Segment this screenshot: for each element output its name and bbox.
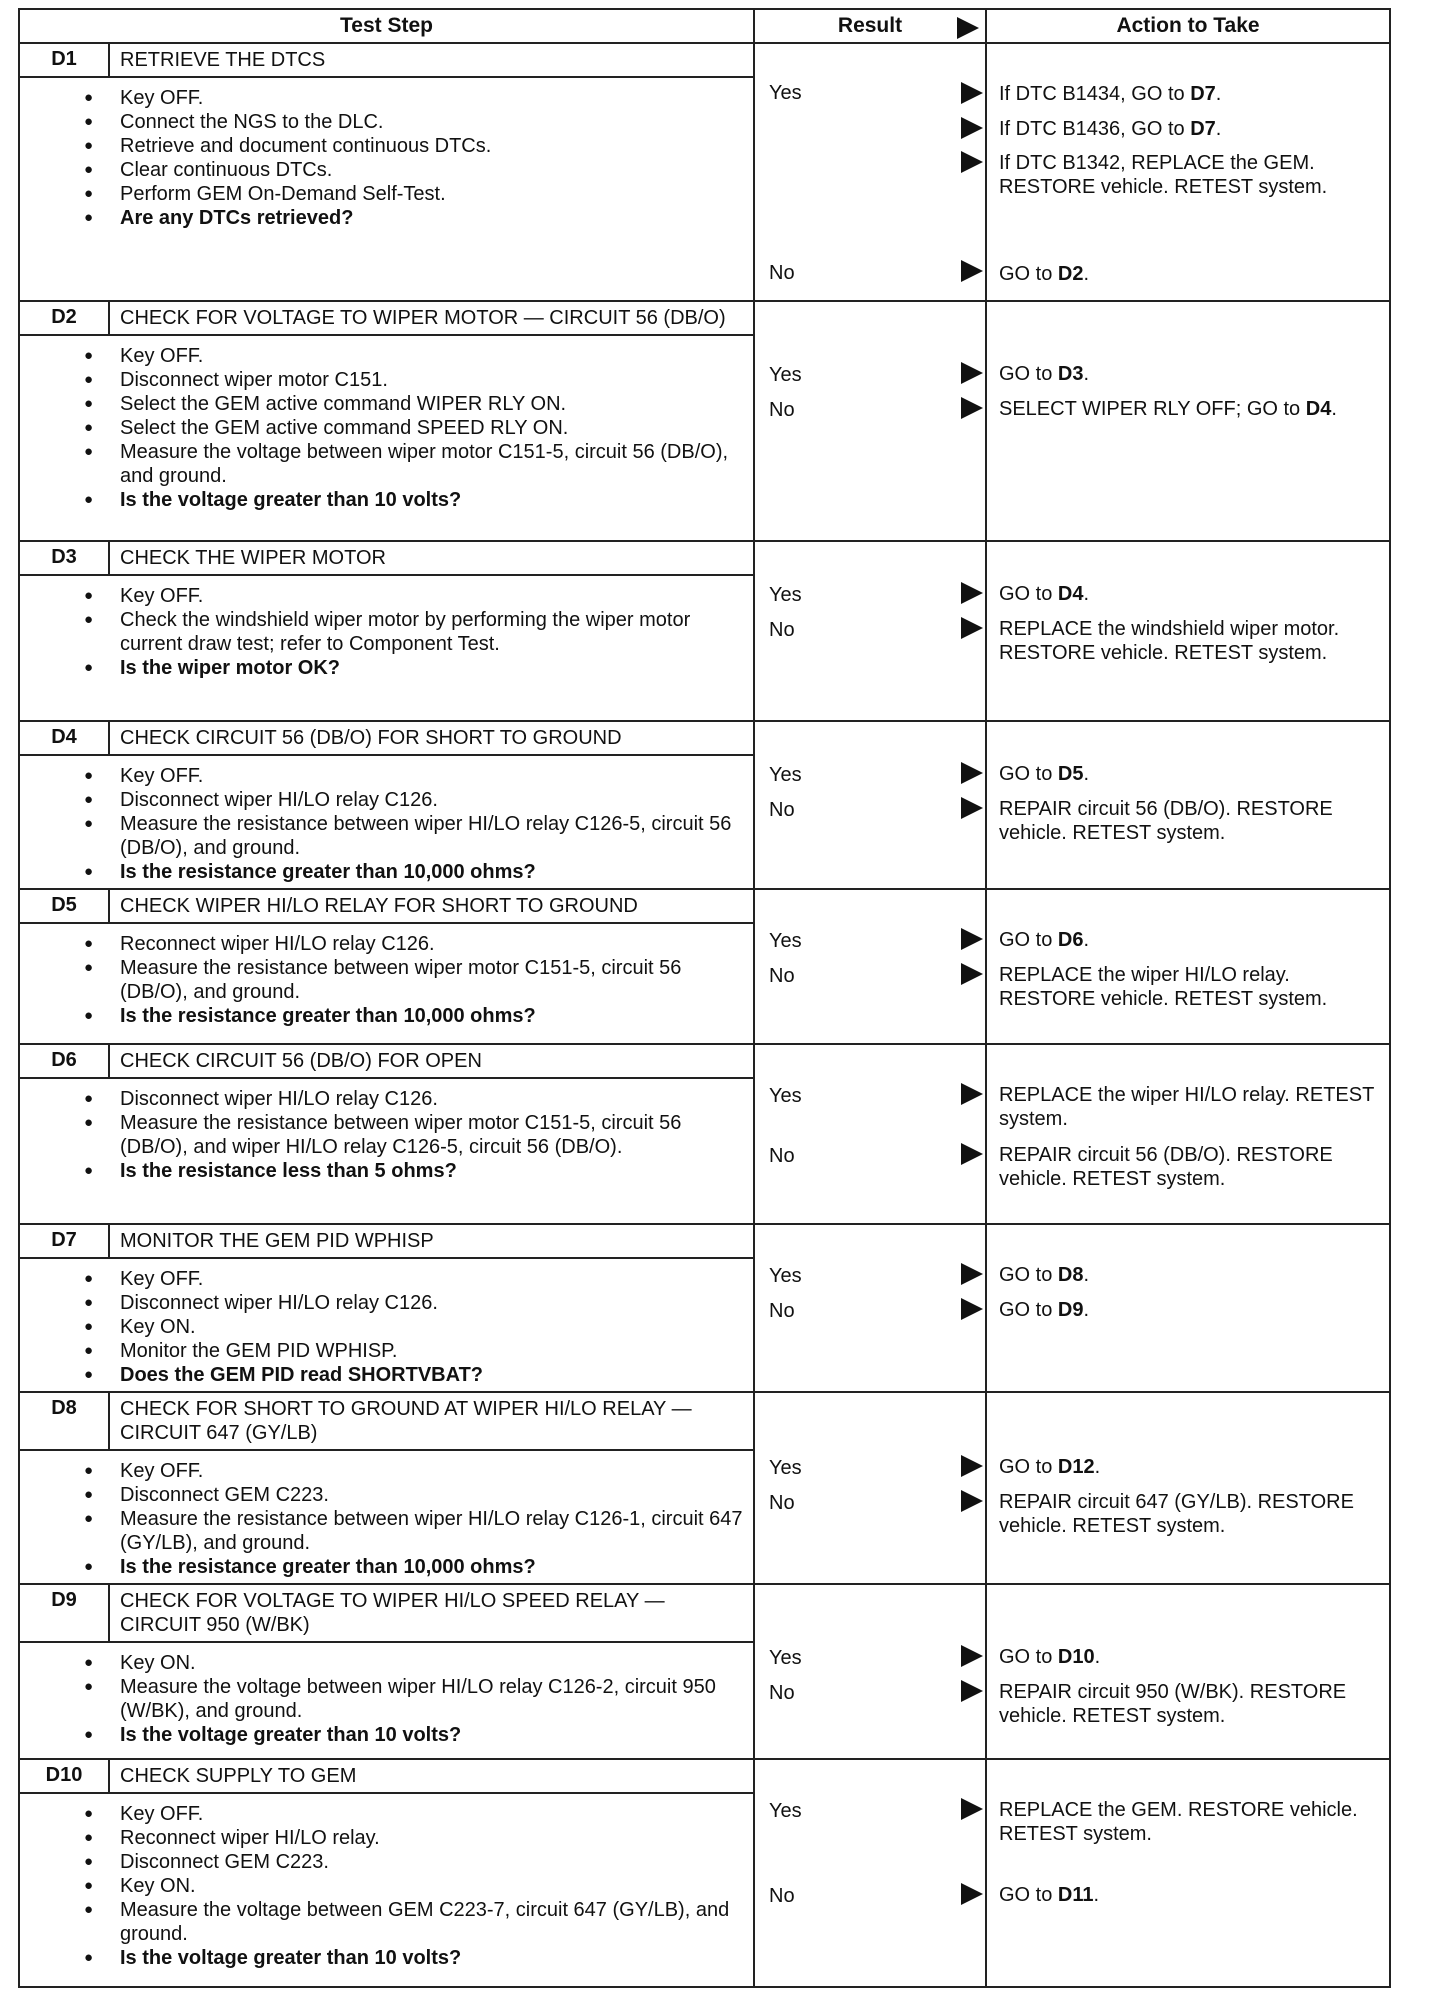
action-text: GO to D6.	[999, 929, 1090, 951]
action-text: REPLACE the GEM. RESTORE vehicle. RETEST system.	[999, 1799, 1358, 1845]
step-id: D1	[20, 44, 110, 76]
result-yes: Yes	[769, 584, 802, 606]
result-yes: Yes	[769, 82, 802, 104]
step-test-cell	[20, 1225, 755, 1391]
step-header	[20, 542, 755, 576]
step-result-cell	[755, 890, 987, 1043]
step-id: D10	[20, 1760, 110, 1792]
action-text: GO to D10.	[999, 1646, 1101, 1668]
result-yes: Yes	[769, 1457, 802, 1479]
action-text: GO to D12.	[999, 1456, 1101, 1478]
step-result-cell	[755, 1225, 987, 1391]
arrow-right-icon	[961, 963, 983, 985]
action-text: REPLACE the windshield wiper motor. RESTORE vehicle. RETEST system.	[999, 618, 1340, 664]
arrow-right-icon	[961, 797, 983, 819]
step-title: CHECK FOR VOLTAGE TO WIPER MOTOR — CIRCUIT 56 (DB/O)	[120, 307, 726, 329]
action-text: REPAIR circuit 56 (DB/O). RESTORE vehicle. RETEST system.	[999, 1144, 1333, 1190]
step-title: CHECK SUPPLY TO GEM	[120, 1765, 357, 1787]
action-text: SELECT WIPER RLY OFF; GO to D4.	[999, 398, 1337, 420]
step-test-cell	[20, 1045, 755, 1223]
bullet-item: ● Reconnect wiper HI/LO relay.	[120, 1826, 753, 1850]
bullet-item: ● Key OFF.	[120, 764, 753, 788]
step-title: CHECK CIRCUIT 56 (DB/O) FOR SHORT TO GROUND	[120, 727, 622, 749]
step-d9	[18, 1585, 1391, 1760]
action-text: REPAIR circuit 950 (W/BK). RESTORE vehicle. RETEST system.	[999, 1681, 1347, 1727]
step-question: ● Is the resistance greater than 10,000 ohms?	[120, 860, 753, 884]
step-bullets	[20, 576, 753, 688]
step-question: ● Is the resistance greater than 10,000 ohms?	[120, 1004, 753, 1028]
step-id: D4	[20, 722, 110, 754]
result-no: No	[769, 1492, 795, 1514]
action-text: GO to D11.	[999, 1884, 1100, 1906]
action-text: GO to D5.	[999, 763, 1090, 785]
step-action-cell	[987, 1045, 1389, 1223]
step-d2	[18, 302, 1391, 542]
step-bullets	[20, 1794, 753, 1978]
result-no: No	[769, 619, 795, 641]
step-id: D5	[20, 890, 110, 922]
step-title: CHECK CIRCUIT 56 (DB/O) FOR OPEN	[120, 1050, 482, 1072]
bullet-item: ● Key OFF.	[120, 1267, 753, 1291]
step-test-cell	[20, 302, 755, 540]
result-yes: Yes	[769, 364, 802, 386]
step-d4	[18, 722, 1391, 890]
step-bullets	[20, 1643, 753, 1755]
step-result-cell	[755, 722, 987, 888]
step-action-cell	[987, 44, 1389, 300]
step-bullets	[20, 924, 753, 1036]
step-test-cell	[20, 1585, 755, 1758]
bullet-item: ● Reconnect wiper HI/LO relay C126.	[120, 932, 753, 956]
step-header	[20, 890, 755, 924]
arrow-right-icon	[961, 1798, 983, 1820]
action-text: REPAIR circuit 647 (GY/LB). RESTORE vehicle. RETEST system.	[999, 1491, 1354, 1537]
step-id: D8	[20, 1393, 110, 1449]
bullet-item: ● Key ON.	[120, 1315, 753, 1339]
step-id: D9	[20, 1585, 110, 1641]
bullet-item: ● Retrieve and document continuous DTCs.	[120, 134, 753, 158]
step-question: ● Does the GEM PID read SHORTVBAT?	[120, 1363, 753, 1387]
bullet-item: ● Measure the voltage between GEM C223-7, circuit 647 (GY/LB), and ground.	[120, 1898, 753, 1946]
step-d8	[18, 1393, 1391, 1585]
step-question: ● Is the resistance greater than 10,000 ohms?	[120, 1555, 753, 1579]
diagnostic-table	[18, 8, 1391, 1988]
bullet-item: ● Disconnect wiper HI/LO relay C126.	[120, 1291, 753, 1315]
arrow-right-icon	[961, 1455, 983, 1477]
arrow-right-icon	[961, 117, 983, 139]
step-title: MONITOR THE GEM PID WPHISP	[120, 1230, 434, 1252]
bullet-item: ● Disconnect GEM C223.	[120, 1483, 753, 1507]
step-header	[20, 1045, 755, 1079]
result-yes: Yes	[769, 1265, 802, 1287]
action-text: REPAIR circuit 56 (DB/O). RESTORE vehicle. RETEST system.	[999, 798, 1333, 844]
action-text: GO to D8.	[999, 1264, 1090, 1286]
arrow-right-icon	[961, 362, 983, 384]
step-question: ● Is the voltage greater than 10 volts?	[120, 1946, 753, 1970]
step-title: CHECK FOR SHORT TO GROUND AT WIPER HI/LO RELAY — CIRCUIT 647 (GY/LB)	[120, 1398, 692, 1444]
header-result	[755, 10, 987, 42]
action-text: REPLACE the wiper HI/LO relay. RESTORE vehicle. RETEST system.	[999, 964, 1328, 1010]
action-text: If DTC B1436, GO to D7.	[999, 118, 1222, 140]
step-bullets	[20, 1079, 753, 1191]
result-no: No	[769, 1682, 795, 1704]
step-test-cell	[20, 1760, 755, 1986]
result-yes: Yes	[769, 930, 802, 952]
step-title: CHECK WIPER HI/LO RELAY FOR SHORT TO GROUND	[120, 895, 638, 917]
step-header	[20, 1585, 755, 1643]
action-text: If DTC B1434, GO to D7.	[999, 83, 1222, 105]
step-header	[20, 722, 755, 756]
bullet-item: ● Monitor the GEM PID WPHISP.	[120, 1339, 753, 1363]
result-no: No	[769, 799, 795, 821]
bullet-item: ● Disconnect wiper HI/LO relay C126.	[120, 1087, 753, 1111]
result-no: No	[769, 965, 795, 987]
step-title: RETRIEVE THE DTCS	[120, 49, 326, 71]
step-question: ● Is the wiper motor OK?	[120, 656, 753, 680]
arrow-right-icon	[961, 928, 983, 950]
bullet-item: ● Disconnect GEM C223.	[120, 1850, 753, 1874]
step-result-cell	[755, 302, 987, 540]
step-result-cell	[755, 1393, 987, 1583]
result-no: No	[769, 399, 795, 421]
step-test-cell	[20, 44, 755, 300]
arrow-right-icon	[961, 82, 983, 104]
bullet-item: ● Measure the resistance between wiper HI/LO relay C126-5, circuit 56 (DB/O), and ground.	[120, 812, 753, 860]
bullet-item: ● Key ON.	[120, 1874, 753, 1898]
result-no: No	[769, 262, 795, 284]
action-text: GO to D4.	[999, 583, 1090, 605]
step-action-cell	[987, 1585, 1389, 1758]
step-id: D6	[20, 1045, 110, 1077]
step-d5	[18, 890, 1391, 1045]
arrow-right-icon	[961, 617, 983, 639]
bullet-item: ● Measure the resistance between wiper HI/LO relay C126-1, circuit 647 (GY/LB), and ground.	[120, 1507, 753, 1555]
arrow-right-icon	[961, 151, 983, 173]
step-action-cell	[987, 890, 1389, 1043]
step-result-cell	[755, 1760, 987, 1986]
step-action-cell	[987, 302, 1389, 540]
step-action-cell	[987, 1760, 1389, 1986]
arrow-right-icon	[961, 397, 983, 419]
bullet-item: ● Key OFF.	[120, 344, 753, 368]
bullet-item: ● Measure the voltage between wiper motor C151-5, circuit 56 (DB/O), and ground.	[120, 440, 753, 488]
action-text: GO to D9.	[999, 1299, 1090, 1321]
bullet-item: ● Key OFF.	[120, 1802, 753, 1826]
bullet-item: ● Perform GEM On-Demand Self-Test.	[120, 182, 753, 206]
step-action-cell	[987, 1225, 1389, 1391]
bullet-item: ● Disconnect wiper motor C151.	[120, 368, 753, 392]
step-test-cell	[20, 722, 755, 888]
bullet-item: ● Select the GEM active command WIPER RLY ON.	[120, 392, 753, 416]
arrow-right-icon	[961, 1298, 983, 1320]
table-header	[18, 8, 1391, 44]
step-test-cell	[20, 542, 755, 720]
result-yes: Yes	[769, 1800, 802, 1822]
step-test-cell	[20, 890, 755, 1043]
bullet-item: ● Key ON.	[120, 1651, 753, 1675]
step-header	[20, 44, 755, 78]
bullet-item: ● Disconnect wiper HI/LO relay C126.	[120, 788, 753, 812]
step-d3	[18, 542, 1391, 722]
bullet-item: ● Check the windshield wiper motor by performing the wiper motor current draw test; refer to Component Test.	[120, 608, 753, 656]
step-action-cell	[987, 722, 1389, 888]
step-question: ● Is the resistance less than 5 ohms?	[120, 1159, 753, 1183]
bullet-item: ● Measure the resistance between wiper motor C151-5, circuit 56 (DB/O), and ground.	[120, 956, 753, 1004]
step-result-cell	[755, 1585, 987, 1758]
step-d10	[18, 1760, 1391, 1988]
step-action-cell	[987, 1393, 1389, 1583]
result-yes: Yes	[769, 1647, 802, 1669]
arrow-right-icon	[961, 1645, 983, 1667]
result-no: No	[769, 1885, 795, 1907]
step-question: ● Is the voltage greater than 10 volts?	[120, 488, 753, 512]
step-id: D3	[20, 542, 110, 574]
step-id: D7	[20, 1225, 110, 1257]
header-action: Action to Take	[1116, 14, 1260, 37]
step-bullets	[20, 1451, 753, 1587]
arrow-right-icon	[961, 582, 983, 604]
step-header	[20, 302, 755, 336]
arrow-right-icon	[961, 1263, 983, 1285]
bullet-item: ● Measure the resistance between wiper motor C151-5, circuit 56 (DB/O), and wiper HI/LO relay C126-5, circuit 56 (DB/O).	[120, 1111, 753, 1159]
step-title: CHECK THE WIPER MOTOR	[120, 547, 386, 569]
step-bullets	[20, 78, 753, 238]
result-yes: Yes	[769, 764, 802, 786]
arrow-right-icon	[961, 260, 983, 282]
step-d1	[18, 44, 1391, 302]
action-text: GO to D3.	[999, 363, 1090, 385]
step-question: ● Are any DTCs retrieved?	[120, 206, 753, 230]
result-no: No	[769, 1145, 795, 1167]
step-header	[20, 1225, 755, 1259]
step-header	[20, 1760, 755, 1794]
bullet-item: ● Connect the NGS to the DLC.	[120, 110, 753, 134]
bullet-item: ● Clear continuous DTCs.	[120, 158, 753, 182]
action-text: REPLACE the wiper HI/LO relay. RETEST system.	[999, 1084, 1374, 1130]
arrow-right-icon	[961, 762, 983, 784]
action-text: GO to D2.	[999, 263, 1090, 285]
bullet-item: ● Key OFF.	[120, 1459, 753, 1483]
arrow-right-icon	[961, 1083, 983, 1105]
bullet-item: ● Measure the voltage between wiper HI/LO relay C126-2, circuit 950 (W/BK), and ground.	[120, 1675, 753, 1723]
step-test-cell	[20, 1393, 755, 1583]
step-result-cell	[755, 44, 987, 300]
header-test-step: Test Step	[20, 10, 755, 42]
step-result-cell	[755, 1045, 987, 1223]
result-yes: Yes	[769, 1085, 802, 1107]
step-title: CHECK FOR VOLTAGE TO WIPER HI/LO SPEED RELAY — CIRCUIT 950 (W/BK)	[120, 1590, 665, 1636]
arrow-right-icon	[957, 17, 979, 39]
header-result-label: Result	[837, 14, 903, 37]
step-action-cell	[987, 542, 1389, 720]
step-d7	[18, 1225, 1391, 1393]
arrow-right-icon	[961, 1490, 983, 1512]
step-bullets	[20, 1259, 753, 1395]
step-header	[20, 1393, 755, 1451]
bullet-item: ● Key OFF.	[120, 86, 753, 110]
step-question: ● Is the voltage greater than 10 volts?	[120, 1723, 753, 1747]
arrow-right-icon	[961, 1143, 983, 1165]
arrow-right-icon	[961, 1680, 983, 1702]
step-d6	[18, 1045, 1391, 1225]
result-no: No	[769, 1300, 795, 1322]
bullet-item: ● Key OFF.	[120, 584, 753, 608]
step-bullets	[20, 336, 753, 520]
step-bullets	[20, 756, 753, 892]
step-id: D2	[20, 302, 110, 334]
bullet-item: ● Select the GEM active command SPEED RLY ON.	[120, 416, 753, 440]
action-text: If DTC B1342, REPLACE the GEM. RESTORE vehicle. RETEST system.	[999, 152, 1328, 198]
arrow-right-icon	[961, 1883, 983, 1905]
step-result-cell	[755, 542, 987, 720]
